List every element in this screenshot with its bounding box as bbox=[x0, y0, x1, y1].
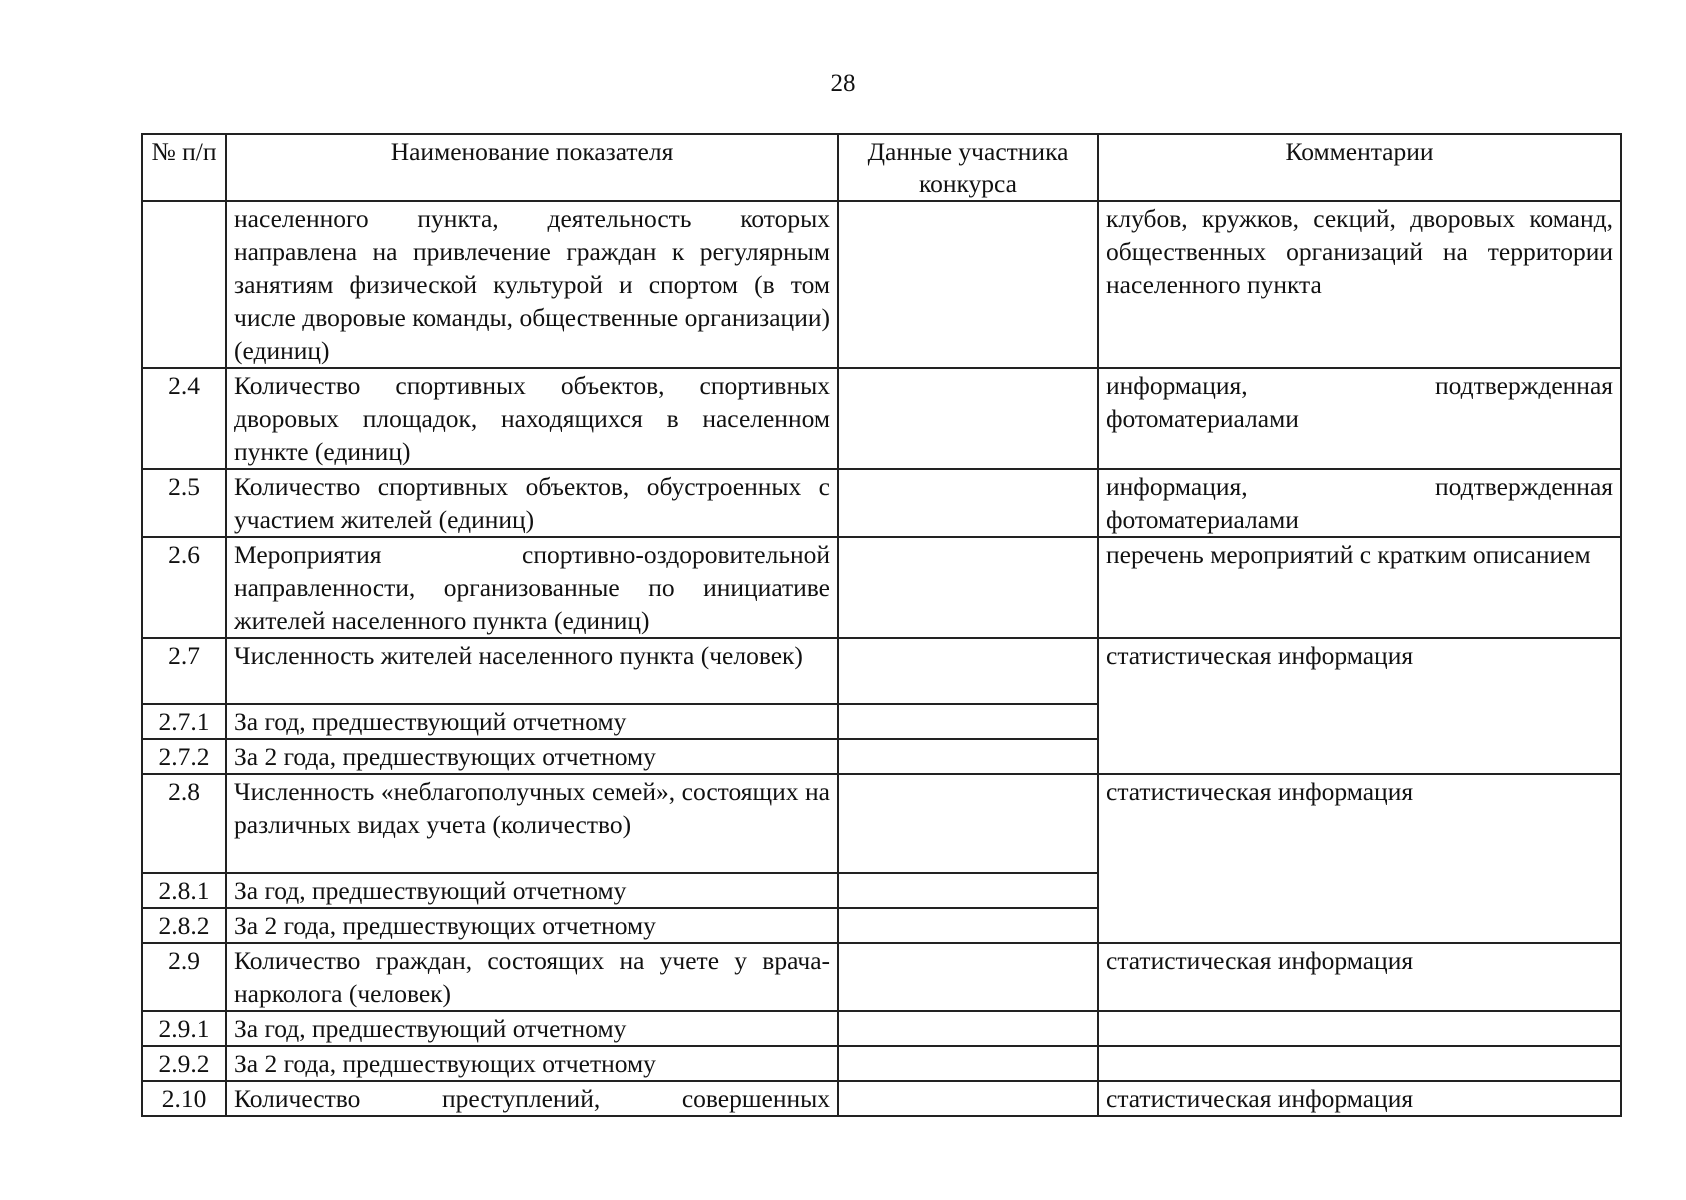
row-name: За год, предшествующий отчетному bbox=[226, 704, 838, 739]
row-data bbox=[838, 368, 1098, 469]
header-num: № п/п bbox=[142, 134, 226, 201]
table-row bbox=[142, 201, 1621, 368]
page-number: 28 bbox=[830, 70, 856, 97]
row-num: 2.9.1 bbox=[142, 1011, 226, 1046]
row-name: Количество преступлений, совершенных bbox=[226, 1081, 838, 1116]
row-data bbox=[838, 704, 1098, 739]
row-data bbox=[838, 873, 1098, 908]
row-comment: информация, подтвержденная фотоматериалами bbox=[1098, 469, 1621, 537]
table-row bbox=[142, 1011, 1621, 1046]
row-comment: информация, подтвержденная фотоматериалами bbox=[1098, 368, 1621, 469]
row-name: За 2 года, предшествующих отчетному bbox=[226, 739, 838, 774]
row-data bbox=[838, 774, 1098, 873]
row-name: Численность «неблагополучных семей», состоящих на различных видах учета (количество) bbox=[226, 774, 838, 873]
table-header-row bbox=[142, 134, 1621, 201]
row-num bbox=[142, 201, 226, 368]
row-data bbox=[838, 739, 1098, 774]
table-row bbox=[142, 774, 1621, 873]
row-data bbox=[838, 1011, 1098, 1046]
row-num: 2.7.2 bbox=[142, 739, 226, 774]
row-data bbox=[838, 908, 1098, 943]
row-num: 2.8.2 bbox=[142, 908, 226, 943]
row-data bbox=[838, 201, 1098, 368]
row-comment: перечень мероприятий с кратким описанием bbox=[1098, 537, 1621, 638]
table-row bbox=[142, 1046, 1621, 1081]
row-num: 2.5 bbox=[142, 469, 226, 537]
row-name: Количество спортивных объектов, спортивных дворовых площадок, находящихся в населенном пункте (единиц) bbox=[226, 368, 838, 469]
row-name: За год, предшествующий отчетному bbox=[226, 873, 838, 908]
row-comment: статистическая информация bbox=[1098, 774, 1621, 943]
row-data bbox=[838, 537, 1098, 638]
row-num: 2.6 bbox=[142, 537, 226, 638]
row-name: За 2 года, предшествующих отчетному bbox=[226, 908, 838, 943]
row-name: Численность жителей населенного пункта (человек) bbox=[226, 638, 838, 704]
row-num: 2.10 bbox=[142, 1081, 226, 1116]
row-data bbox=[838, 943, 1098, 1011]
row-data bbox=[838, 1081, 1098, 1116]
row-comment bbox=[1098, 1011, 1621, 1046]
table-row bbox=[142, 537, 1621, 638]
header-comments: Комментарии bbox=[1098, 134, 1621, 201]
table-row bbox=[142, 469, 1621, 537]
row-comment: статистическая информация bbox=[1098, 638, 1621, 774]
row-comment: статистическая информация bbox=[1098, 943, 1621, 1011]
row-data bbox=[838, 1046, 1098, 1081]
row-name: Количество граждан, состоящих на учете у врача-нарколога (человек) bbox=[226, 943, 838, 1011]
row-name: населенного пункта, деятельность которых направлена на привлечение граждан к регулярным занятиям физической культурой и спортом (в том числе дворовые команды, общественные организации) (единиц) bbox=[226, 201, 838, 368]
header-name: Наименование показателя bbox=[226, 134, 838, 201]
table-row bbox=[142, 368, 1621, 469]
row-comment: статистическая информация bbox=[1098, 1081, 1621, 1116]
header-data: Данные участника конкурса bbox=[838, 134, 1098, 201]
table-row bbox=[142, 638, 1621, 704]
row-name: Мероприятия спортивно-оздоровительной направленности, организованные по инициативе жителей населенного пункта (единиц) bbox=[226, 537, 838, 638]
row-name: Количество спортивных объектов, обустроенных с участием жителей (единиц) bbox=[226, 469, 838, 537]
row-data bbox=[838, 638, 1098, 704]
row-comment bbox=[1098, 1046, 1621, 1081]
row-num: 2.4 bbox=[142, 368, 226, 469]
table-row bbox=[142, 943, 1621, 1011]
row-num: 2.7 bbox=[142, 638, 226, 704]
row-data bbox=[838, 469, 1098, 537]
row-num: 2.8 bbox=[142, 774, 226, 873]
row-name: За 2 года, предшествующих отчетному bbox=[226, 1046, 838, 1081]
row-comment: клубов, кружков, секций, дворовых команд, общественных организаций на территории населенного пункта bbox=[1098, 201, 1621, 368]
row-num: 2.9 bbox=[142, 943, 226, 1011]
indicators-table bbox=[141, 133, 1622, 1117]
row-num: 2.7.1 bbox=[142, 704, 226, 739]
row-name: За год, предшествующий отчетному bbox=[226, 1011, 838, 1046]
row-num: 2.9.2 bbox=[142, 1046, 226, 1081]
row-num: 2.8.1 bbox=[142, 873, 226, 908]
table-row bbox=[142, 1081, 1621, 1116]
